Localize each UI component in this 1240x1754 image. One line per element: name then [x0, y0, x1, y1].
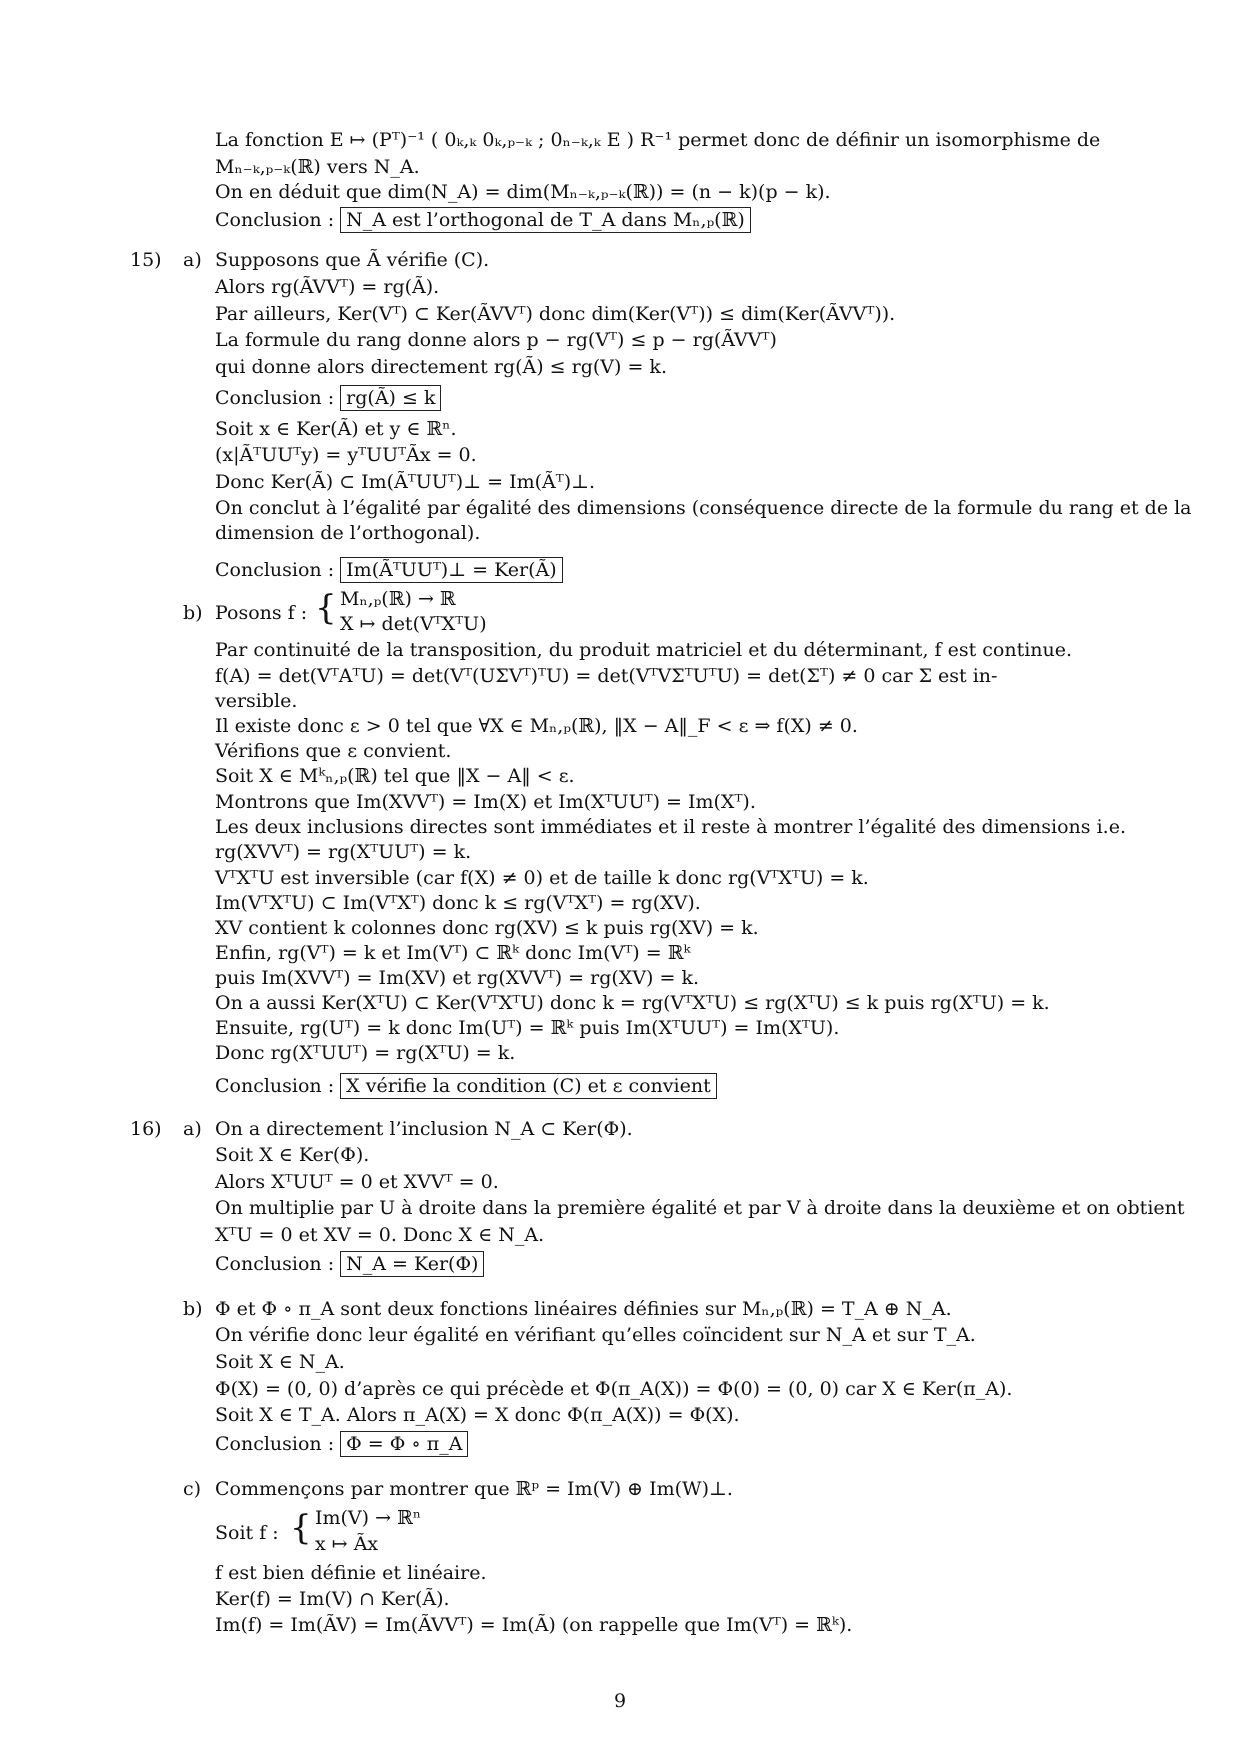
brace-icon: { [315, 588, 337, 628]
page-number: 9 [613, 1690, 627, 1712]
text-line: Im(VᵀXᵀU) ⊂ Im(VᵀXᵀ) donc k ≤ rg(VᵀXᵀ) = rg(XV). [215, 892, 701, 914]
text-line: Montrons que Im(XVVᵀ) = Im(X) et Im(XᵀUUᵀ) = Im(Xᵀ). [215, 791, 756, 813]
text-line: Commençons par montrer que ℝᵖ = Im(V) ⊕ Im(W)⊥. [215, 1478, 733, 1500]
conclusion-box: X vérifie la condition (C) et ε convient [340, 1073, 717, 1099]
text-line: Supposons que Ã vérifie (C). [215, 249, 490, 271]
text-line: Les deux inclusions directes sont immédiates et il reste à montrer l’égalité des dimensions i.e. [215, 816, 1126, 838]
text-line: versible. [215, 690, 298, 712]
text-line: rg(XVVᵀ) = rg(XᵀUUᵀ) = k. [215, 841, 472, 863]
text-line: Soit f : [215, 1522, 279, 1544]
text-line: Alors XᵀUUᵀ = 0 et XVVᵀ = 0. [215, 1171, 499, 1193]
text-line: Soit x ∈ Ker(Ã) et y ∈ ℝⁿ. [215, 418, 457, 440]
conclusion-label: Conclusion : [215, 387, 335, 409]
conclusion-label: Conclusion : [215, 1433, 335, 1455]
text-line: f(A) = det(VᵀAᵀU) = det(Vᵀ(UΣVᵀ)ᵀU) = det(VᵀVΣᵀUᵀU) = det(Σᵀ) ≠ 0 car Σ est in- [215, 665, 998, 687]
text-line: VᵀXᵀU est inversible (car f(X) ≠ 0) et de taille k donc rg(VᵀXᵀU) = k. [215, 867, 869, 889]
text-line: Φ(X) = (0, 0) d’après ce qui précède et Φ(π_A(X)) = Φ(0) = (0, 0) car X ∈ Ker(π_A). [215, 1378, 1013, 1400]
conclusion-box: rg(Ã) ≤ k [340, 385, 441, 411]
question-number: 16) [130, 1118, 162, 1140]
text-line: Mₙ₋ₖ,ₚ₋ₖ(ℝ) vers N_A. [215, 156, 420, 178]
text-line: Soit X ∈ N_A. [215, 1351, 345, 1373]
subpart-label: b) [183, 1298, 203, 1320]
text-line: qui donne alors directement rg(Ã) ≤ rg(V) = k. [215, 356, 667, 378]
conclusion-label: Conclusion : [215, 1253, 335, 1275]
text-line: Vérifions que ε convient. [215, 740, 452, 762]
text-line: On conclut à l’égalité par égalité des dimensions (conséquence directe de la formule du rang et de la [215, 497, 1192, 519]
text-line: Ensuite, rg(Uᵀ) = k donc Im(Uᵀ) = ℝᵏ puis Im(XᵀUUᵀ) = Im(XᵀU). [215, 1017, 840, 1039]
conclusion-line [215, 1431, 468, 1457]
conclusion-line [215, 207, 751, 233]
text-line: XᵀU = 0 et XV = 0. Donc X ∈ N_A. [215, 1224, 545, 1246]
subpart-label: a) [183, 249, 202, 271]
map-line: X ↦ det(VᵀXᵀU) [340, 613, 487, 635]
map-line: x ↦ Ãx [315, 1533, 379, 1555]
brace-icon: { [290, 1508, 312, 1548]
text-line: (x|ÃᵀUUᵀy) = yᵀUUᵀÃx = 0. [215, 444, 477, 466]
text-line: dimension de l’orthogonal). [215, 522, 481, 544]
conclusion-line [215, 385, 441, 411]
text-line: On vérifie donc leur égalité en vérifiant qu’elles coïncident sur N_A et sur T_A. [215, 1324, 976, 1346]
text-line: Donc rg(XᵀUUᵀ) = rg(XᵀU) = k. [215, 1042, 516, 1064]
text-line: Soit X ∈ T_A. Alors π_A(X) = X donc Φ(π_A(X)) = Φ(X). [215, 1404, 740, 1426]
conclusion-line [215, 1251, 484, 1277]
question-number: 15) [130, 249, 162, 271]
text-line: Il existe donc ε > 0 tel que ∀X ∈ Mₙ,ₚ(ℝ), ‖X − A‖_F < ε ⇒ f(X) ≠ 0. [215, 715, 858, 737]
text-line: Par ailleurs, Ker(Vᵀ) ⊂ Ker(ÃVVᵀ) donc dim(Ker(Vᵀ)) ≤ dim(Ker(ÃVVᵀ)). [215, 303, 896, 325]
text-line: Donc Ker(Ã) ⊂ Im(ÃᵀUUᵀ)⊥ = Im(Ãᵀ)⊥. [215, 471, 596, 493]
text-line: f est bien définie et linéaire. [215, 1562, 487, 1584]
conclusion-line [215, 1073, 717, 1099]
conclusion-box: Im(ÃᵀUUᵀ)⊥ = Ker(Ã) [340, 557, 562, 583]
conclusion-box: N_A = Ker(Φ) [340, 1251, 484, 1277]
text-line: Im(f) = Im(ÃV) = Im(ÃVVᵀ) = Im(Ã) (on rappelle que Im(Vᵀ) = ℝᵏ). [215, 1614, 853, 1636]
text-line: On multiplie par U à droite dans la première égalité et par V à droite dans la deuxième et on obtient [215, 1197, 1185, 1219]
subpart-label: c) [183, 1478, 202, 1500]
map-line: Mₙ,ₚ(ℝ) → ℝ [340, 588, 456, 610]
text-line: Soit X ∈ Ker(Φ). [215, 1144, 370, 1166]
text-line: XV contient k colonnes donc rg(XV) ≤ k puis rg(XV) = k. [215, 917, 759, 939]
text-line: On a aussi Ker(XᵀU) ⊂ Ker(VᵀXᵀU) donc k = rg(VᵀXᵀU) ≤ rg(XᵀU) ≤ k puis rg(XᵀU) = k. [215, 992, 1050, 1014]
text-line: Ker(f) = Im(V) ∩ Ker(Ã). [215, 1588, 450, 1610]
text-line: puis Im(XVVᵀ) = Im(XV) et rg(XVVᵀ) = rg(XV) = k. [215, 967, 699, 989]
text-line: On en déduit que dim(N_A) = dim(Mₙ₋ₖ,ₚ₋ₖ(ℝ)) = (n − k)(p − k). [215, 181, 831, 203]
map-line: Im(V) → ℝⁿ [315, 1507, 422, 1529]
conclusion-box: Φ = Φ ∘ π_A [340, 1431, 468, 1457]
conclusion-line [215, 557, 563, 583]
conclusion-label: Conclusion : [215, 209, 335, 231]
text-line: Par continuité de la transposition, du produit matriciel et du déterminant, f est continue. [215, 639, 1073, 661]
text-line: Posons f : [215, 602, 308, 624]
text-line: Enfin, rg(Vᵀ) = k et Im(Vᵀ) ⊂ ℝᵏ donc Im(Vᵀ) = ℝᵏ [215, 942, 691, 964]
conclusion-label: Conclusion : [215, 1075, 335, 1097]
text-line: La formule du rang donne alors p − rg(Vᵀ) ≤ p − rg(ÃVVᵀ) [215, 329, 777, 351]
text-line: Alors rg(ÃVVᵀ) = rg(Ã). [215, 276, 440, 298]
subpart-label: a) [183, 1118, 202, 1140]
text-line: Φ et Φ ∘ π_A sont deux fonctions linéaires définies sur Mₙ,ₚ(ℝ) = T_A ⊕ N_A. [215, 1298, 952, 1320]
conclusion-box: N_A est l’orthogonal de T_A dans Mₙ,ₚ(ℝ) [340, 207, 751, 233]
text-line: La fonction E ↦ (Pᵀ)⁻¹ ( 0ₖ,ₖ 0ₖ,ₚ₋ₖ ; 0ₙ₋ₖ,ₖ E ) R⁻¹ permet donc de définir un isomorphisme de [215, 129, 1101, 151]
subpart-label: b) [183, 602, 203, 624]
text-line: Soit X ∈ Mᵏₙ,ₚ(ℝ) tel que ‖X − A‖ < ε. [215, 765, 575, 787]
conclusion-label: Conclusion : [215, 559, 335, 581]
text-line: On a directement l’inclusion N_A ⊂ Ker(Φ). [215, 1118, 633, 1140]
